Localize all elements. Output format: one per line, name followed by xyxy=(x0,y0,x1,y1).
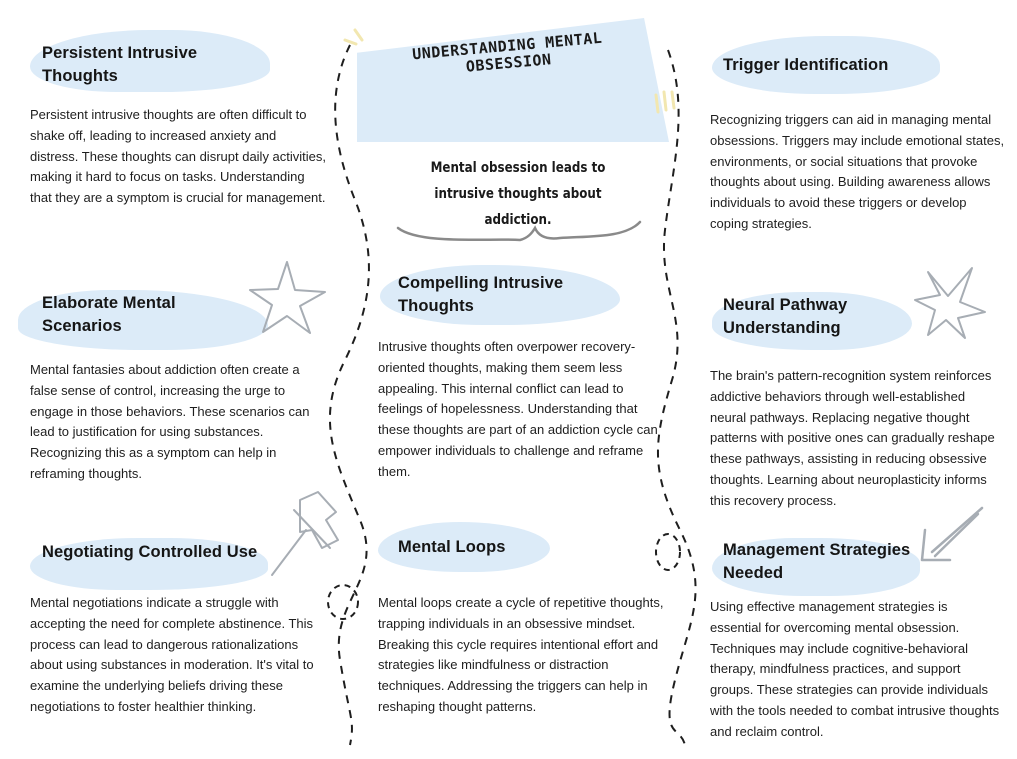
subtitle: Mental obsession leads to intrusive thoughts about addiction. xyxy=(430,160,606,228)
dashed-loop-left xyxy=(328,585,358,619)
section-body: Intrusive thoughts often overpower recovery-oriented thoughts, making them seem less appealing. This internal conflict can lead to feelings of hopelessness. Understanding that these thoughts are part of an addiction cycle can empower individuals to challenge and reframe them. xyxy=(378,339,658,479)
section-body: Mental loops create a cycle of repetitive thoughts, trapping individuals in an obsessive mindset. Breaking this cycle requires intentional effort and strategies like mindfulness or distraction techniques. Addressing the triggers can help in reshaping thought patterns. xyxy=(378,595,664,714)
section-body: The brain's pattern-recognition system reinforces addictive behaviors through well-established neural pathways. Replacing negative thought patterns with positive ones can gradually reshape these pathways, assisting in reducing obsessive thoughts. Learning about neuroplasticity informs this recovery process. xyxy=(710,368,995,508)
section-heading: Management Strategies Needed xyxy=(723,541,911,582)
sparkle-icon xyxy=(915,268,985,338)
section-heading: Persistent Intrusive Thoughts xyxy=(42,44,198,85)
pushpin-icon xyxy=(272,492,338,575)
section-heading: Elaborate Mental Scenarios xyxy=(42,294,176,335)
section-heading: Compelling Intrusive Thoughts xyxy=(398,274,564,315)
section-body: Persistent intrusive thoughts are often difficult to shake off, leading to increased anxiety and distress. These thoughts can disrupt daily activities, making it hard to focus on tasks. Understanding that they are a symptom is crucial for management. xyxy=(30,107,327,206)
section-heading: Mental Loops xyxy=(398,538,506,556)
section-heading: Trigger Identification xyxy=(723,56,889,74)
section-body: Mental negotiations indicate a struggle with accepting the need for complete abstinence. This process can lead to dangerous rationalizations about using substances in moderation. It's vital to examine the underlying beliefs driving these negotiations to foster healthier thinking. xyxy=(30,595,314,714)
section-body: Recognizing triggers can aid in managing mental obsessions. Triggers may include emotional states, environments, or social situations that provoke thoughts about using. Building awareness allows individuals to avoid these triggers or develop coping strategies. xyxy=(710,112,1005,231)
arrow-icon xyxy=(922,508,982,560)
star-icon xyxy=(250,262,325,333)
section-heading: Negotiating Controlled Use xyxy=(42,543,258,561)
section-body: Using effective management strategies is essential for overcoming mental obsession. Techniques may include cognitive-behavioral therapy, mindfulness practices, and support groups. These strategies can provide individuals with the tools needed to combat intrusive thoughts and reclaim control. xyxy=(710,599,1000,739)
section-body: Mental fantasies about addiction often create a false sense of control, increasing the urge to engage in those behaviors. These scenarios can lead to justification for using substances. Recognizing this as a symptom can help in reframing thoughts. xyxy=(30,362,310,481)
main-title: UNDERSTANDING MENTAL OBSESSION xyxy=(411,28,603,76)
dashed-loop-right xyxy=(656,534,680,570)
dashed-divider-left xyxy=(330,45,369,745)
section-heading: Neural Pathway Understanding xyxy=(723,296,848,337)
